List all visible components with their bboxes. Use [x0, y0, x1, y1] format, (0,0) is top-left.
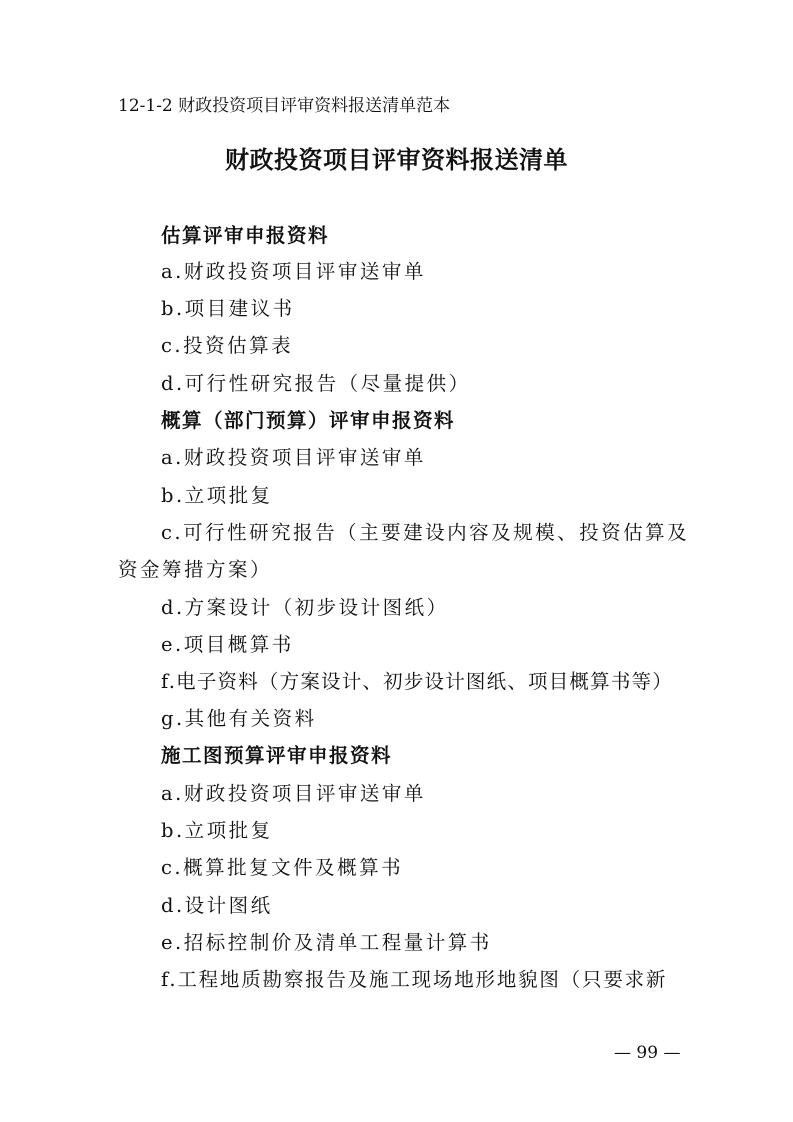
list-item: c.可行性研究报告（主要建设内容及规模、投资估算及 — [161, 521, 690, 544]
document-title: 财政投资项目评审资料报送清单 — [225, 145, 568, 174]
list-item: d.方案设计（初步设计图纸） — [161, 596, 449, 619]
page-number: — 99 — — [614, 1043, 681, 1063]
list-item: b.立项批复 — [161, 819, 273, 842]
list-item: d.设计图纸 — [161, 894, 273, 917]
list-item: e.项目概算书 — [161, 633, 294, 656]
list-item: e.招标控制价及清单工程量计算书 — [161, 931, 492, 954]
list-item: f.电子资料（方案设计、初步设计图纸、项目概算书等） — [161, 670, 673, 693]
document-label: 12-1-2 财政投资项目评审资料报送清单范本 — [118, 96, 451, 116]
list-item: b.立项批复 — [161, 484, 273, 507]
list-item: g.其他有关资料 — [161, 707, 317, 730]
section-heading-estimate: 估算评审申报资料 — [161, 224, 330, 247]
list-item: b.项目建议书 — [161, 297, 295, 320]
list-item: f.工程地质勘察报告及施工现场地形地貌图（只要求新 — [161, 968, 668, 991]
list-item: c.投资估算表 — [161, 334, 294, 357]
list-item: a.财政投资项目评审送审单 — [161, 446, 426, 469]
section-heading-construction-drawing: 施工图预算评审申报资料 — [161, 744, 393, 767]
section-heading-budget: 概算（部门预算）评审申报资料 — [161, 409, 456, 432]
list-item: a.财政投资项目评审送审单 — [161, 260, 426, 283]
list-item-continuation: 资金筹措方案） — [118, 558, 273, 581]
list-item: c.概算批复文件及概算书 — [161, 856, 404, 879]
list-item: a.财政投资项目评审送审单 — [161, 782, 426, 805]
list-item: d.可行性研究报告（尽量提供） — [161, 372, 471, 395]
